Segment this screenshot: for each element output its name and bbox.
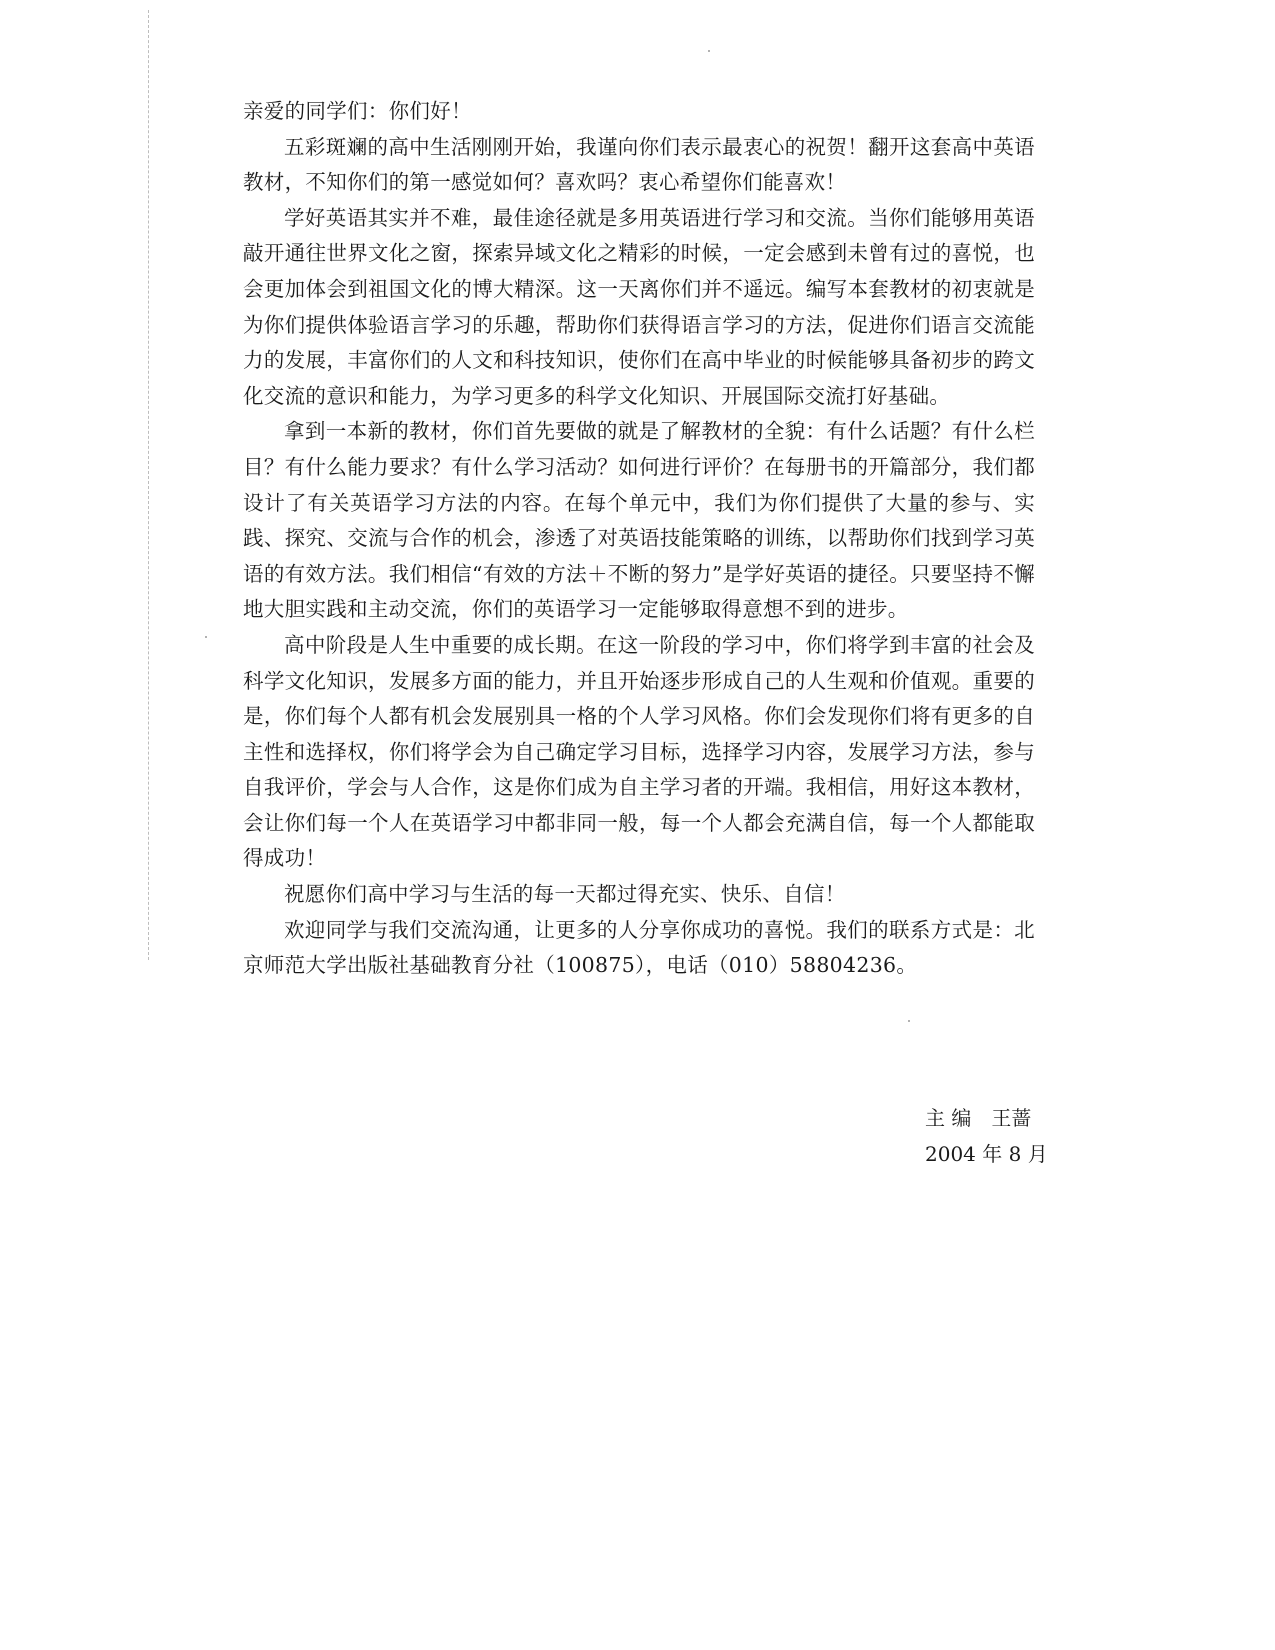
scan-speck bbox=[908, 1020, 910, 1022]
scan-speck bbox=[708, 50, 710, 52]
letter-paragraph: 学好英语其实并不难，最佳途径就是多用英语进行学习和交流。当你们能够用英语敲开通往世界文化之窗，探索异域文化之精彩的时候，一定会感到未曾有过的喜悦，也会更加体会到祖国文化的博大精深。这一天离你们并不遥远。编写本套教材的初衷就是为你们提供体验语言学习的乐趣，帮助你们获得语言学习的方法，促进你们语言交流能力的发展，丰富你们的人文和科技知识，使你们在高中毕业的时候能够具备初步的跨文化交流的意识和能力，为学习更多的科学文化知识、开展国际交流打好基础。 bbox=[243, 205, 1035, 408]
letter-greeting: 亲爱的同学们：你们好！ bbox=[243, 99, 472, 123]
preface-letter bbox=[243, 94, 1035, 984]
scan-speck bbox=[205, 636, 207, 638]
letter-paragraph: 高中阶段是人生中重要的成长期。在这一阶段的学习中，你们将学到丰富的社会及科学文化知识，发展多方面的能力，并且开始逐步形成自己的人生观和价值观。重要的是，你们每个人都有机会发展别具一格的个人学习风格。你们会发现你们将有更多的自主性和选择权，你们将学会为自己确定学习目标，选择学习内容，发展学习方法，参与自我评价，学会与人合作，这是你们成为自主学习者的开端。我相信，用好这本教材，会让你们每一个人在英语学习中都非同一般，每一个人都会充满自信，每一个人都能取得成功！ bbox=[243, 632, 1035, 871]
signature-block bbox=[925, 1100, 1105, 1172]
scan-edge-line bbox=[148, 10, 149, 960]
editor-signature: 主 编 王蔷 bbox=[925, 1106, 1032, 1130]
letter-paragraph: 欢迎同学与我们交流沟通，让更多的人分享你成功的喜悦。我们的联系方式是：北京师范大学出版社基础教育分社（100875），电话（010）58804236。 bbox=[243, 917, 1035, 978]
signature-date: 2004 年 8 月 bbox=[925, 1142, 1048, 1166]
letter-paragraph: 五彩斑斓的高中生活刚刚开始，我谨向你们表示最衷心的祝贺！翻开这套高中英语教材，不知你们的第一感觉如何？喜欢吗？衷心希望你们能喜欢！ bbox=[243, 134, 1035, 195]
letter-paragraph: 祝愿你们高中学习与生活的每一天都过得充实、快乐、自信！ bbox=[284, 882, 846, 907]
letter-paragraph: 拿到一本新的教材，你们首先要做的就是了解教材的全貌：有什么话题？有什么栏目？有什么能力要求？有什么学习活动？如何进行评价？在每册书的开篇部分，我们都设计了有关英语学习方法的内容。在每个单元中，我们为你们提供了大量的参与、实践、探究、交流与合作的机会，渗透了对英语技能策略的训练，以帮助你们找到学习英语的有效方法。我们相信“有效的方法＋不断的努力”是学好英语的捷径。只要坚持不懈地大胆实践和主动交流，你们的英语学习一定能够取得意想不到的进步。 bbox=[243, 419, 1035, 622]
